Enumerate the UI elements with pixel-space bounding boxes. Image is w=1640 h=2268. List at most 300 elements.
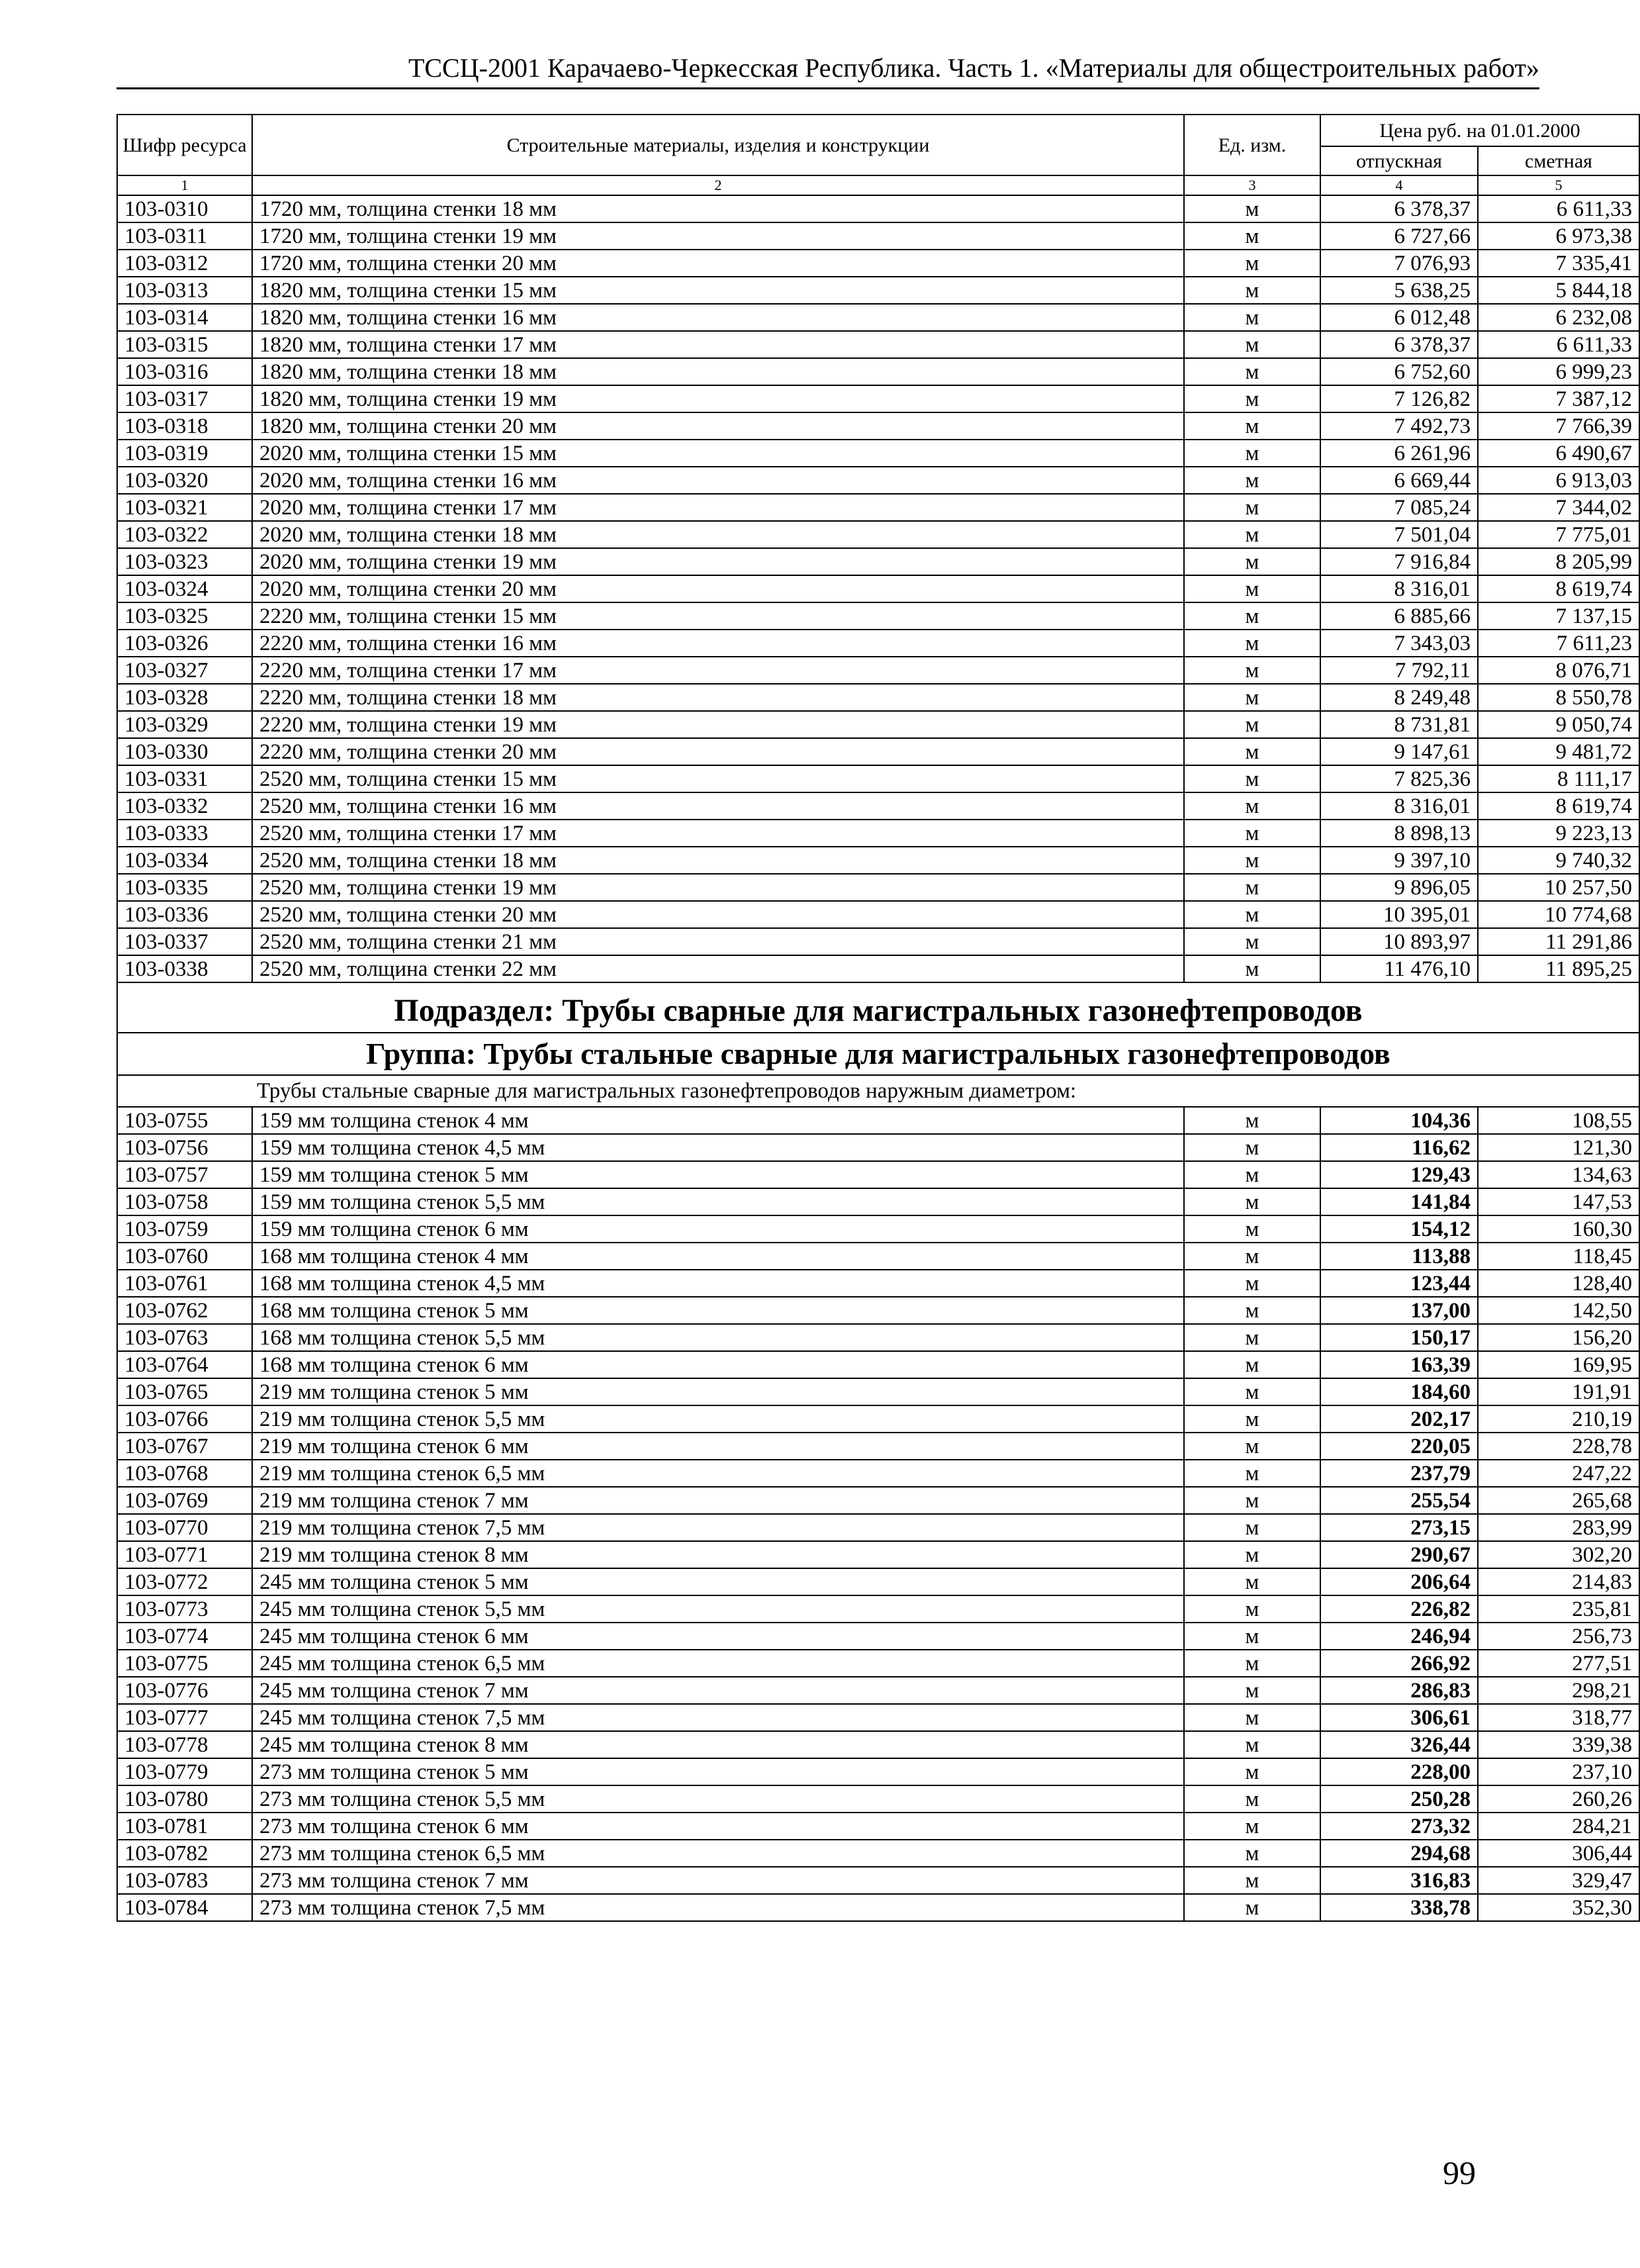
cell-release-price: 7 916,84 bbox=[1320, 548, 1478, 575]
cell-estimate-price: 283,99 bbox=[1478, 1514, 1639, 1541]
cell-estimate-price: 352,30 bbox=[1478, 1894, 1639, 1921]
table-row bbox=[117, 1134, 1639, 1161]
cell-release-price: 7 343,03 bbox=[1320, 630, 1478, 657]
cell-code: 103-0775 bbox=[117, 1650, 252, 1677]
cell-code: 103-0765 bbox=[117, 1378, 252, 1405]
table-row bbox=[117, 1107, 1639, 1134]
cell-estimate-price: 256,73 bbox=[1478, 1623, 1639, 1650]
table-row bbox=[117, 901, 1639, 928]
table-row bbox=[117, 1650, 1639, 1677]
cell-unit: м bbox=[1184, 1894, 1320, 1921]
cell-name: 168 мм толщина стенок 5 мм bbox=[252, 1297, 1184, 1324]
cell-unit: м bbox=[1184, 358, 1320, 385]
cell-code: 103-0759 bbox=[117, 1215, 252, 1243]
cell-estimate-price: 10 257,50 bbox=[1478, 874, 1639, 901]
col-number-5: 5 bbox=[1478, 175, 1639, 195]
cell-name: 2020 мм, толщина стенки 20 мм bbox=[252, 575, 1184, 602]
cell-release-price: 8 316,01 bbox=[1320, 575, 1478, 602]
cell-code: 103-0331 bbox=[117, 765, 252, 792]
cell-name: 2220 мм, толщина стенки 17 мм bbox=[252, 657, 1184, 684]
cell-release-price: 11 476,10 bbox=[1320, 955, 1478, 982]
cell-code: 103-0784 bbox=[117, 1894, 252, 1921]
table-row bbox=[117, 820, 1639, 847]
cell-unit: м bbox=[1184, 494, 1320, 521]
cell-unit: м bbox=[1184, 874, 1320, 901]
col-header-price: Цена руб. на 01.01.2000 bbox=[1320, 115, 1639, 146]
cell-estimate-price: 6 611,33 bbox=[1478, 195, 1639, 222]
cell-unit: м bbox=[1184, 1378, 1320, 1405]
table-row bbox=[117, 440, 1639, 467]
cell-name: 1720 мм, толщина стенки 18 мм bbox=[252, 195, 1184, 222]
cell-release-price: 123,44 bbox=[1320, 1270, 1478, 1297]
cell-name: 273 мм толщина стенок 7,5 мм bbox=[252, 1894, 1184, 1921]
cell-code: 103-0329 bbox=[117, 711, 252, 738]
cell-estimate-price: 265,68 bbox=[1478, 1487, 1639, 1514]
cell-name: 2020 мм, толщина стенки 17 мм bbox=[252, 494, 1184, 521]
cell-code: 103-0758 bbox=[117, 1188, 252, 1215]
cell-name: 159 мм толщина стенок 6 мм bbox=[252, 1215, 1184, 1243]
cell-release-price: 273,15 bbox=[1320, 1514, 1478, 1541]
cell-estimate-price: 6 999,23 bbox=[1478, 358, 1639, 385]
table-row bbox=[117, 1785, 1639, 1813]
cell-estimate-price: 210,19 bbox=[1478, 1405, 1639, 1433]
cell-release-price: 6 885,66 bbox=[1320, 602, 1478, 630]
col-header-code: Шифр ресурса bbox=[117, 115, 252, 175]
cell-name: 159 мм толщина стенок 5,5 мм bbox=[252, 1188, 1184, 1215]
cell-estimate-price: 8 111,17 bbox=[1478, 765, 1639, 792]
cell-name: 273 мм толщина стенок 6 мм bbox=[252, 1813, 1184, 1840]
cell-release-price: 10 893,97 bbox=[1320, 928, 1478, 955]
table-row bbox=[117, 847, 1639, 874]
cell-code: 103-0770 bbox=[117, 1514, 252, 1541]
cell-unit: м bbox=[1184, 331, 1320, 358]
cell-code: 103-0311 bbox=[117, 222, 252, 250]
cell-name: 245 мм толщина стенок 6,5 мм bbox=[252, 1650, 1184, 1677]
cell-estimate-price: 329,47 bbox=[1478, 1867, 1639, 1894]
cell-release-price: 8 249,48 bbox=[1320, 684, 1478, 711]
cell-unit: м bbox=[1184, 792, 1320, 820]
cell-name: 1820 мм, толщина стенки 18 мм bbox=[252, 358, 1184, 385]
cell-estimate-price: 108,55 bbox=[1478, 1107, 1639, 1134]
cell-unit: м bbox=[1184, 1270, 1320, 1297]
cell-estimate-price: 11 291,86 bbox=[1478, 928, 1639, 955]
cell-release-price: 9 147,61 bbox=[1320, 738, 1478, 765]
cell-estimate-price: 6 611,33 bbox=[1478, 331, 1639, 358]
col-number-3: 3 bbox=[1184, 175, 1320, 195]
cell-name: 2220 мм, толщина стенки 18 мм bbox=[252, 684, 1184, 711]
cell-code: 103-0781 bbox=[117, 1813, 252, 1840]
cell-unit: м bbox=[1184, 1541, 1320, 1568]
cell-release-price: 266,92 bbox=[1320, 1650, 1478, 1677]
cell-name: 2220 мм, толщина стенки 20 мм bbox=[252, 738, 1184, 765]
cell-unit: м bbox=[1184, 1405, 1320, 1433]
cell-release-price: 7 492,73 bbox=[1320, 412, 1478, 440]
col-number-1: 1 bbox=[117, 175, 252, 195]
cell-release-price: 6 378,37 bbox=[1320, 195, 1478, 222]
cell-estimate-price: 6 973,38 bbox=[1478, 222, 1639, 250]
cell-code: 103-0334 bbox=[117, 847, 252, 874]
table-row bbox=[117, 467, 1639, 494]
cell-release-price: 6 378,37 bbox=[1320, 331, 1478, 358]
cell-unit: м bbox=[1184, 548, 1320, 575]
table-body-bottom bbox=[117, 1107, 1639, 1921]
cell-code: 103-0312 bbox=[117, 250, 252, 277]
col-header-name: Строительные материалы, изделия и конструкции bbox=[252, 115, 1184, 175]
cell-estimate-price: 147,53 bbox=[1478, 1188, 1639, 1215]
cell-release-price: 9 397,10 bbox=[1320, 847, 1478, 874]
cell-name: 159 мм толщина стенок 4 мм bbox=[252, 1107, 1184, 1134]
table-row bbox=[117, 1867, 1639, 1894]
table-row bbox=[117, 1215, 1639, 1243]
cell-estimate-price: 6 490,67 bbox=[1478, 440, 1639, 467]
cell-name: 1820 мм, толщина стенки 19 мм bbox=[252, 385, 1184, 412]
cell-name: 1820 мм, толщина стенки 17 мм bbox=[252, 331, 1184, 358]
cell-code: 103-0777 bbox=[117, 1704, 252, 1731]
col-header-unit: Ед. изм. bbox=[1184, 115, 1320, 175]
cell-code: 103-0316 bbox=[117, 358, 252, 385]
cell-code: 103-0323 bbox=[117, 548, 252, 575]
cell-estimate-price: 134,63 bbox=[1478, 1161, 1639, 1188]
cell-name: 245 мм толщина стенок 7 мм bbox=[252, 1677, 1184, 1704]
table-row bbox=[117, 331, 1639, 358]
cell-code: 103-0310 bbox=[117, 195, 252, 222]
table-row bbox=[117, 1623, 1639, 1650]
cell-estimate-price: 8 550,78 bbox=[1478, 684, 1639, 711]
cell-release-price: 7 076,93 bbox=[1320, 250, 1478, 277]
cell-code: 103-0327 bbox=[117, 657, 252, 684]
table-row bbox=[117, 684, 1639, 711]
cell-release-price: 237,79 bbox=[1320, 1460, 1478, 1487]
cell-code: 103-0779 bbox=[117, 1758, 252, 1785]
cell-unit: м bbox=[1184, 1324, 1320, 1351]
cell-estimate-price: 142,50 bbox=[1478, 1297, 1639, 1324]
table-row bbox=[117, 222, 1639, 250]
cell-estimate-price: 298,21 bbox=[1478, 1677, 1639, 1704]
cell-release-price: 286,83 bbox=[1320, 1677, 1478, 1704]
table-row bbox=[117, 1188, 1639, 1215]
subsection-title: Подраздел: Трубы сварные для магистральных газонефтепроводов bbox=[117, 982, 1639, 1033]
cell-unit: м bbox=[1184, 928, 1320, 955]
table-row bbox=[117, 250, 1639, 277]
cell-estimate-price: 121,30 bbox=[1478, 1134, 1639, 1161]
cell-name: 1720 мм, толщина стенки 19 мм bbox=[252, 222, 1184, 250]
cell-release-price: 8 731,81 bbox=[1320, 711, 1478, 738]
cell-name: 273 мм толщина стенок 5,5 мм bbox=[252, 1785, 1184, 1813]
cell-code: 103-0774 bbox=[117, 1623, 252, 1650]
cell-name: 168 мм толщина стенок 4 мм bbox=[252, 1243, 1184, 1270]
cell-release-price: 273,32 bbox=[1320, 1813, 1478, 1840]
table-row bbox=[117, 1541, 1639, 1568]
cell-code: 103-0769 bbox=[117, 1487, 252, 1514]
cell-code: 103-0763 bbox=[117, 1324, 252, 1351]
table-row bbox=[117, 1378, 1639, 1405]
cell-release-price: 226,82 bbox=[1320, 1595, 1478, 1623]
cell-release-price: 7 825,36 bbox=[1320, 765, 1478, 792]
cell-estimate-price: 228,78 bbox=[1478, 1433, 1639, 1460]
cell-unit: м bbox=[1184, 1623, 1320, 1650]
cell-unit: м bbox=[1184, 1215, 1320, 1243]
cell-code: 103-0317 bbox=[117, 385, 252, 412]
cell-name: 219 мм толщина стенок 8 мм bbox=[252, 1541, 1184, 1568]
cell-unit: м bbox=[1184, 1650, 1320, 1677]
table-row bbox=[117, 1595, 1639, 1623]
cell-code: 103-0778 bbox=[117, 1731, 252, 1758]
cell-name: 2520 мм, толщина стенки 21 мм bbox=[252, 928, 1184, 955]
cell-estimate-price: 7 775,01 bbox=[1478, 521, 1639, 548]
cell-estimate-price: 214,83 bbox=[1478, 1568, 1639, 1595]
cell-release-price: 154,12 bbox=[1320, 1215, 1478, 1243]
cell-release-price: 316,83 bbox=[1320, 1867, 1478, 1894]
cell-name: 245 мм толщина стенок 5,5 мм bbox=[252, 1595, 1184, 1623]
cell-name: 219 мм толщина стенок 5,5 мм bbox=[252, 1405, 1184, 1433]
table-row bbox=[117, 657, 1639, 684]
table-row bbox=[117, 494, 1639, 521]
table-row bbox=[117, 1813, 1639, 1840]
cell-unit: м bbox=[1184, 765, 1320, 792]
cell-code: 103-0320 bbox=[117, 467, 252, 494]
cell-estimate-price: 277,51 bbox=[1478, 1650, 1639, 1677]
cell-name: 2020 мм, толщина стенки 16 мм bbox=[252, 467, 1184, 494]
cell-release-price: 338,78 bbox=[1320, 1894, 1478, 1921]
cell-release-price: 7 085,24 bbox=[1320, 494, 1478, 521]
cell-unit: м bbox=[1184, 250, 1320, 277]
col-header-release: отпускная bbox=[1320, 146, 1478, 175]
cell-name: 168 мм толщина стенок 5,5 мм bbox=[252, 1324, 1184, 1351]
cell-name: 219 мм толщина стенок 5 мм bbox=[252, 1378, 1184, 1405]
cell-unit: м bbox=[1184, 1568, 1320, 1595]
cell-release-price: 113,88 bbox=[1320, 1243, 1478, 1270]
table-row bbox=[117, 1433, 1639, 1460]
cell-code: 103-0776 bbox=[117, 1677, 252, 1704]
cell-estimate-price: 9 481,72 bbox=[1478, 738, 1639, 765]
cell-estimate-price: 8 205,99 bbox=[1478, 548, 1639, 575]
cell-unit: м bbox=[1184, 1840, 1320, 1867]
cell-code: 103-0332 bbox=[117, 792, 252, 820]
cell-release-price: 290,67 bbox=[1320, 1541, 1478, 1568]
cell-code: 103-0313 bbox=[117, 277, 252, 304]
cell-release-price: 7 792,11 bbox=[1320, 657, 1478, 684]
cell-release-price: 7 126,82 bbox=[1320, 385, 1478, 412]
cell-release-price: 246,94 bbox=[1320, 1623, 1478, 1650]
cell-unit: м bbox=[1184, 1677, 1320, 1704]
cell-name: 2520 мм, толщина стенки 20 мм bbox=[252, 901, 1184, 928]
cell-estimate-price: 7 387,12 bbox=[1478, 385, 1639, 412]
cell-unit: м bbox=[1184, 1351, 1320, 1378]
cell-code: 103-0337 bbox=[117, 928, 252, 955]
cell-code: 103-0321 bbox=[117, 494, 252, 521]
cell-release-price: 116,62 bbox=[1320, 1134, 1478, 1161]
table-row bbox=[117, 1351, 1639, 1378]
cell-code: 103-0760 bbox=[117, 1243, 252, 1270]
cell-name: 245 мм толщина стенок 8 мм bbox=[252, 1731, 1184, 1758]
cell-name: 2520 мм, толщина стенки 16 мм bbox=[252, 792, 1184, 820]
cell-unit: м bbox=[1184, 657, 1320, 684]
cell-code: 103-0767 bbox=[117, 1433, 252, 1460]
table-row bbox=[117, 955, 1639, 982]
cell-name: 168 мм толщина стенок 4,5 мм bbox=[252, 1270, 1184, 1297]
group-note: Трубы стальные сварные для магистральных газонефтепроводов наружным диаметром: bbox=[117, 1075, 1639, 1107]
table-row bbox=[117, 1270, 1639, 1297]
cell-code: 103-0773 bbox=[117, 1595, 252, 1623]
cell-name: 168 мм толщина стенок 6 мм bbox=[252, 1351, 1184, 1378]
cell-release-price: 9 896,05 bbox=[1320, 874, 1478, 901]
cell-estimate-price: 7 335,41 bbox=[1478, 250, 1639, 277]
table-row bbox=[117, 1894, 1639, 1921]
cell-name: 219 мм толщина стенок 6,5 мм bbox=[252, 1460, 1184, 1487]
cell-unit: м bbox=[1184, 1704, 1320, 1731]
cell-release-price: 7 501,04 bbox=[1320, 521, 1478, 548]
cell-release-price: 326,44 bbox=[1320, 1731, 1478, 1758]
cell-name: 1820 мм, толщина стенки 16 мм bbox=[252, 304, 1184, 331]
cell-code: 103-0326 bbox=[117, 630, 252, 657]
cell-release-price: 129,43 bbox=[1320, 1161, 1478, 1188]
cell-estimate-price: 235,81 bbox=[1478, 1595, 1639, 1623]
cell-estimate-price: 6 232,08 bbox=[1478, 304, 1639, 331]
table-row bbox=[117, 1324, 1639, 1351]
cell-code: 103-0766 bbox=[117, 1405, 252, 1433]
cell-name: 2520 мм, толщина стенки 18 мм bbox=[252, 847, 1184, 874]
cell-code: 103-0335 bbox=[117, 874, 252, 901]
cell-code: 103-0764 bbox=[117, 1351, 252, 1378]
cell-unit: м bbox=[1184, 1243, 1320, 1270]
cell-unit: м bbox=[1184, 738, 1320, 765]
cell-estimate-price: 11 895,25 bbox=[1478, 955, 1639, 982]
table-row bbox=[117, 928, 1639, 955]
cell-estimate-price: 160,30 bbox=[1478, 1215, 1639, 1243]
cell-release-price: 6 752,60 bbox=[1320, 358, 1478, 385]
cell-estimate-price: 10 774,68 bbox=[1478, 901, 1639, 928]
table-row bbox=[117, 792, 1639, 820]
cell-code: 103-0328 bbox=[117, 684, 252, 711]
cell-estimate-price: 8 076,71 bbox=[1478, 657, 1639, 684]
table-row bbox=[117, 711, 1639, 738]
cell-code: 103-0322 bbox=[117, 521, 252, 548]
cell-release-price: 220,05 bbox=[1320, 1433, 1478, 1460]
cell-release-price: 150,17 bbox=[1320, 1324, 1478, 1351]
cell-name: 245 мм толщина стенок 6 мм bbox=[252, 1623, 1184, 1650]
cell-unit: м bbox=[1184, 1514, 1320, 1541]
cell-name: 219 мм толщина стенок 6 мм bbox=[252, 1433, 1184, 1460]
table-row bbox=[117, 1840, 1639, 1867]
cell-release-price: 206,64 bbox=[1320, 1568, 1478, 1595]
cell-code: 103-0314 bbox=[117, 304, 252, 331]
table-header bbox=[117, 115, 1639, 195]
cell-unit: м bbox=[1184, 467, 1320, 494]
cell-unit: м bbox=[1184, 1867, 1320, 1894]
cell-unit: м bbox=[1184, 1731, 1320, 1758]
cell-code: 103-0324 bbox=[117, 575, 252, 602]
cell-name: 1820 мм, толщина стенки 20 мм bbox=[252, 412, 1184, 440]
cell-estimate-price: 302,20 bbox=[1478, 1541, 1639, 1568]
cell-name: 159 мм толщина стенок 4,5 мм bbox=[252, 1134, 1184, 1161]
table-row bbox=[117, 1161, 1639, 1188]
cell-code: 103-0755 bbox=[117, 1107, 252, 1134]
price-table bbox=[116, 114, 1640, 1922]
cell-unit: м bbox=[1184, 684, 1320, 711]
table-row bbox=[117, 1731, 1639, 1758]
cell-code: 103-0318 bbox=[117, 412, 252, 440]
table-row bbox=[117, 1243, 1639, 1270]
table-row bbox=[117, 575, 1639, 602]
table-row bbox=[117, 1514, 1639, 1541]
cell-estimate-price: 191,91 bbox=[1478, 1378, 1639, 1405]
table-row bbox=[117, 1704, 1639, 1731]
col-header-estimate: сметная bbox=[1478, 146, 1639, 175]
cell-code: 103-0319 bbox=[117, 440, 252, 467]
cell-code: 103-0336 bbox=[117, 901, 252, 928]
cell-name: 245 мм толщина стенок 7,5 мм bbox=[252, 1704, 1184, 1731]
cell-code: 103-0325 bbox=[117, 602, 252, 630]
table-row bbox=[117, 304, 1639, 331]
cell-estimate-price: 7 766,39 bbox=[1478, 412, 1639, 440]
cell-code: 103-0333 bbox=[117, 820, 252, 847]
table-row bbox=[117, 738, 1639, 765]
cell-unit: м bbox=[1184, 847, 1320, 874]
cell-release-price: 163,39 bbox=[1320, 1351, 1478, 1378]
cell-estimate-price: 8 619,74 bbox=[1478, 575, 1639, 602]
cell-estimate-price: 156,20 bbox=[1478, 1324, 1639, 1351]
table-row bbox=[117, 602, 1639, 630]
cell-code: 103-0772 bbox=[117, 1568, 252, 1595]
cell-unit: м bbox=[1184, 1487, 1320, 1514]
table-row bbox=[117, 548, 1639, 575]
cell-name: 2020 мм, толщина стенки 15 мм bbox=[252, 440, 1184, 467]
table-row bbox=[117, 1460, 1639, 1487]
cell-release-price: 306,61 bbox=[1320, 1704, 1478, 1731]
cell-release-price: 228,00 bbox=[1320, 1758, 1478, 1785]
cell-name: 2520 мм, толщина стенки 22 мм bbox=[252, 955, 1184, 982]
cell-unit: м bbox=[1184, 1595, 1320, 1623]
cell-estimate-price: 284,21 bbox=[1478, 1813, 1639, 1840]
table-row bbox=[117, 874, 1639, 901]
cell-unit: м bbox=[1184, 1460, 1320, 1487]
cell-release-price: 6 669,44 bbox=[1320, 467, 1478, 494]
cell-name: 273 мм толщина стенок 6,5 мм bbox=[252, 1840, 1184, 1867]
cell-name: 2020 мм, толщина стенки 19 мм bbox=[252, 548, 1184, 575]
cell-unit: м bbox=[1184, 222, 1320, 250]
table-row bbox=[117, 277, 1639, 304]
table-body-top bbox=[117, 195, 1639, 982]
cell-code: 103-0768 bbox=[117, 1460, 252, 1487]
cell-unit: м bbox=[1184, 820, 1320, 847]
cell-unit: м bbox=[1184, 1297, 1320, 1324]
page-header: ТССЦ-2001 Карачаево-Черкесская Республика. Часть 1. «Материалы для общестроительных работ» bbox=[116, 52, 1539, 89]
cell-code: 103-0783 bbox=[117, 1867, 252, 1894]
cell-code: 103-0330 bbox=[117, 738, 252, 765]
cell-name: 2520 мм, толщина стенки 17 мм bbox=[252, 820, 1184, 847]
cell-estimate-price: 9 223,13 bbox=[1478, 820, 1639, 847]
cell-estimate-price: 260,26 bbox=[1478, 1785, 1639, 1813]
cell-estimate-price: 6 913,03 bbox=[1478, 467, 1639, 494]
cell-unit: м bbox=[1184, 1813, 1320, 1840]
table-row bbox=[117, 1487, 1639, 1514]
cell-unit: м bbox=[1184, 630, 1320, 657]
table-row bbox=[117, 358, 1639, 385]
cell-name: 219 мм толщина стенок 7 мм bbox=[252, 1487, 1184, 1514]
table-row bbox=[117, 1297, 1639, 1324]
cell-code: 103-0757 bbox=[117, 1161, 252, 1188]
cell-unit: м bbox=[1184, 575, 1320, 602]
cell-estimate-price: 5 844,18 bbox=[1478, 277, 1639, 304]
cell-code: 103-0338 bbox=[117, 955, 252, 982]
cell-release-price: 5 638,25 bbox=[1320, 277, 1478, 304]
cell-estimate-price: 7 344,02 bbox=[1478, 494, 1639, 521]
cell-unit: м bbox=[1184, 304, 1320, 331]
table-row bbox=[117, 1758, 1639, 1785]
cell-release-price: 104,36 bbox=[1320, 1107, 1478, 1134]
cell-estimate-price: 339,38 bbox=[1478, 1731, 1639, 1758]
cell-estimate-price: 169,95 bbox=[1478, 1351, 1639, 1378]
